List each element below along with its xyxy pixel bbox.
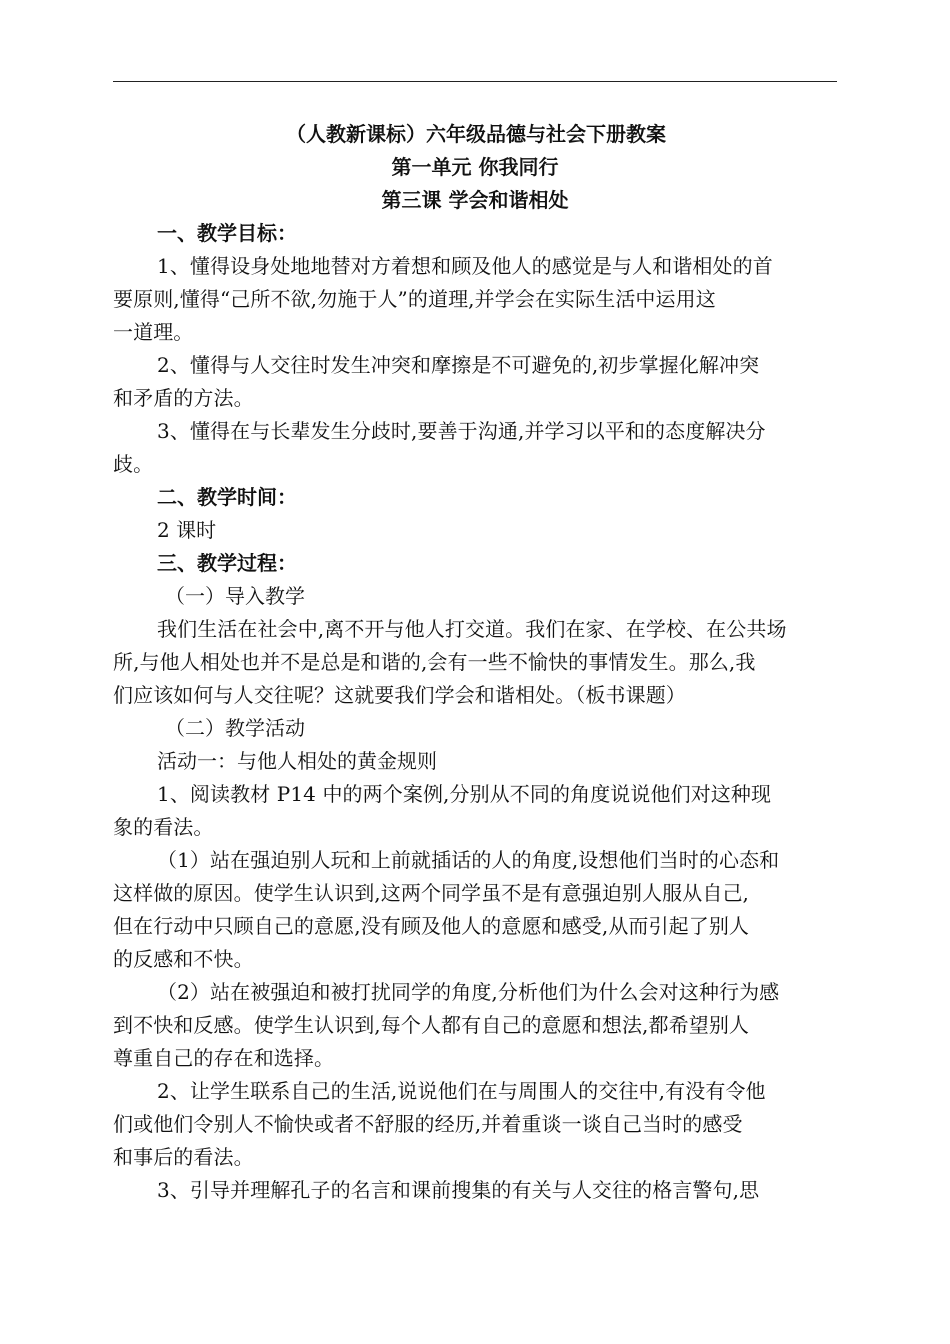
document-title: （人教新课标）六年级品德与社会下册教案 [286, 122, 666, 146]
goal-item-1-line: 一道理。 [113, 320, 194, 344]
intro-paragraph-line: 所,与他人相处也并不是总是和谐的,会有一些不愉快的事情发生。那么,我 [113, 650, 756, 674]
part-title-activities: （二）教学活动 [165, 716, 305, 740]
activity-step-1a-line: 但在行动中只顾自己的意愿,没有顾及他人的意愿和感受,从而引起了别人 [113, 914, 750, 938]
activity-step-1a-line: （1）站在强迫别人玩和上前就插话的人的角度,设想他们当时的心态和 [157, 848, 780, 872]
lesson-title: 第三课 学会和谐相处 [381, 188, 569, 212]
activity-step-2-line: 和事后的看法。 [113, 1145, 254, 1169]
activity-1-title: 活动一：与他人相处的黄金规则 [157, 749, 437, 773]
activity-step-1b [113, 976, 837, 1075]
unit-title: 第一单元 你我同行 [391, 155, 559, 179]
part-title-intro: （一）导入教学 [165, 584, 305, 608]
activity-step-2-line: 们或他们令别人不愉快或者不舒服的经历,并着重谈一谈自己当时的感受 [113, 1112, 743, 1136]
intro-paragraph-line: 我们生活在社会中,离不开与他人打交道。我们在家、在学校、在公共场 [157, 617, 787, 641]
goal-item-2-line: 和矛盾的方法。 [113, 386, 254, 410]
activity-step-1b-line: 尊重自己的存在和选择。 [113, 1046, 335, 1070]
goal-item-2 [113, 349, 837, 415]
activity-step-2 [113, 1075, 837, 1174]
activity-step-3 [113, 1174, 837, 1207]
goal-item-1-line: 要原则,懂得“己所不欲,勿施于人”的道理,并学会在实际生活中运用这 [113, 287, 716, 311]
goal-item-3-line: 歧。 [113, 452, 154, 476]
activity-step-1-line: 象的看法。 [113, 815, 214, 839]
goal-item-2-line: 2、懂得与人交往时发生冲突和摩擦是不可避免的,初步掌握化解冲突 [157, 353, 760, 377]
intro-paragraph-line: 们应该如何与人交往呢？这就要我们学会和谐相处。（板书课题） [113, 683, 686, 707]
section-heading-process: 三、教学过程： [157, 551, 297, 575]
activity-step-1a [113, 844, 837, 976]
teaching-time-value: 2 课时 [157, 518, 217, 542]
activity-step-3-line: 3、引导并理解孔子的名言和课前搜集的有关与人交往的格言警句,思 [157, 1178, 760, 1202]
header-rule [113, 81, 837, 82]
goal-item-3-line: 3、懂得在与长辈发生分歧时,要善于沟通,并学习以平和的态度解决分 [157, 419, 766, 443]
activity-step-2-line: 2、让学生联系自己的生活,说说他们在与周围人的交往中,有没有令他 [157, 1079, 766, 1103]
activity-step-1b-line: 到不快和反感。使学生认识到,每个人都有自己的意愿和想法,都希望别人 [113, 1013, 750, 1037]
intro-paragraph [113, 613, 837, 712]
document-body [113, 118, 837, 1207]
activity-step-1 [113, 778, 837, 844]
goal-item-3 [113, 415, 837, 481]
goal-item-1 [113, 250, 837, 349]
goal-item-1-line: 1、懂得设身处地地替对方着想和顾及他人的感觉是与人和谐相处的首 [157, 254, 773, 278]
section-heading-goals: 一、教学目标： [157, 221, 297, 245]
activity-step-1a-line: 这样做的原因。使学生认识到,这两个同学虽不是有意强迫别人服从自己, [113, 881, 750, 905]
activity-step-1a-line: 的反感和不快。 [113, 947, 254, 971]
section-heading-time: 二、教学时间： [157, 485, 297, 509]
activity-step-1-line: 1、阅读教材 P14 中的两个案例,分别从不同的角度说说他们对这种现 [157, 782, 772, 806]
activity-step-1b-line: （2）站在被强迫和被打扰同学的角度,分析他们为什么会对这种行为感 [157, 980, 780, 1004]
